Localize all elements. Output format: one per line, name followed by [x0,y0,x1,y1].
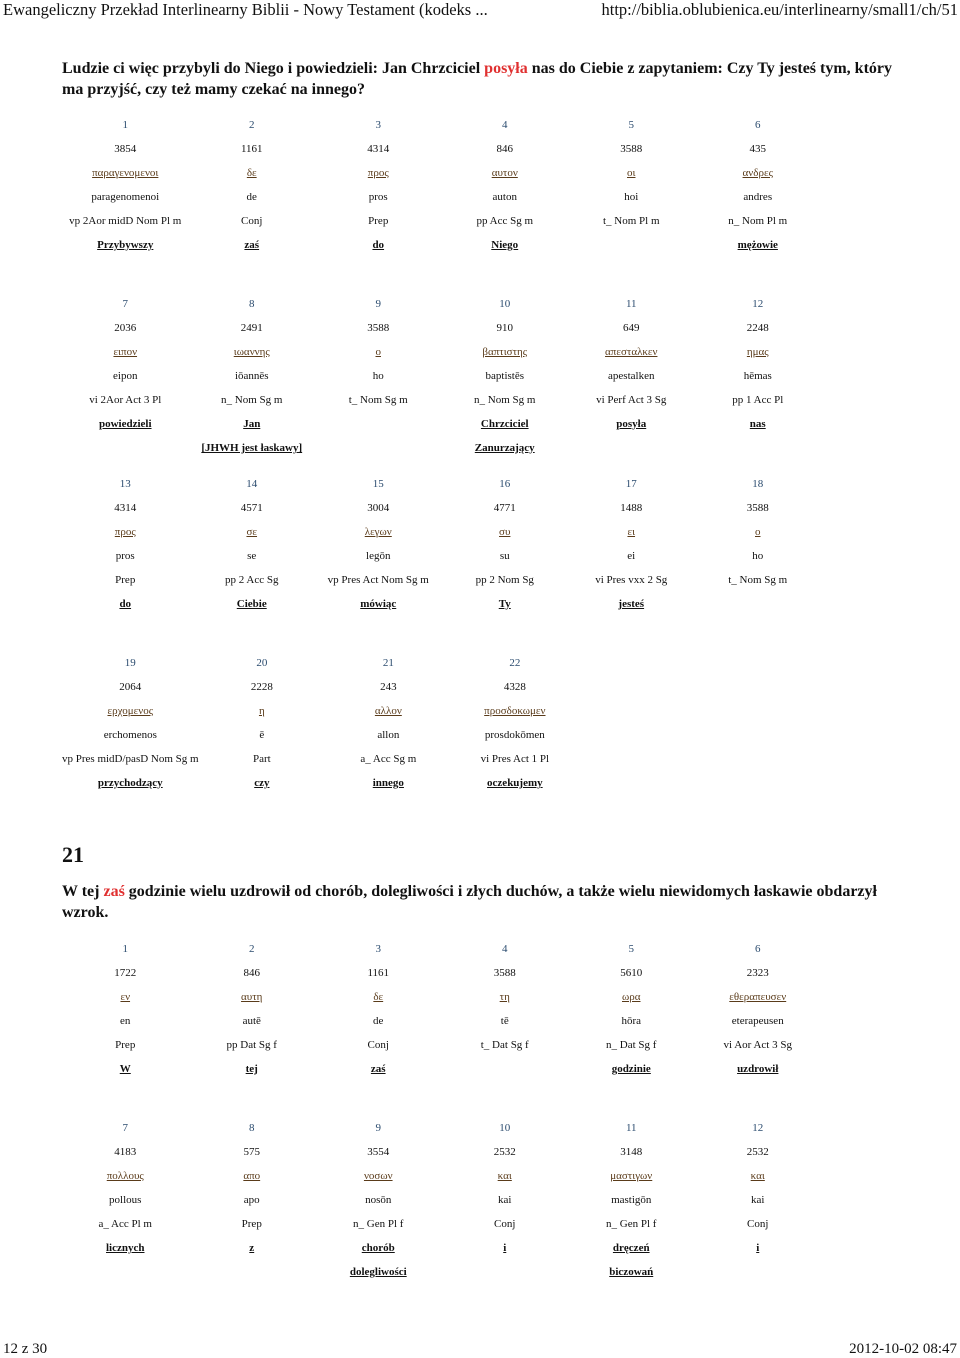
word-index: 5 [628,119,634,131]
transliteration: se [247,550,257,562]
word-index: 1 [122,119,128,131]
greek-word[interactable]: μαστιγων [610,1170,653,1182]
word-index: 21 [382,657,394,669]
polish-word[interactable]: Ciebie [236,598,267,610]
extra-gloss[interactable]: dolegliwości [349,1266,407,1278]
strong-number: 2323 [746,967,769,979]
polish-word[interactable]: i [756,1242,760,1254]
strong-number: 2532 [493,1146,516,1158]
polish-word[interactable]: chorób [361,1242,395,1254]
word-index: 12 [752,1122,764,1134]
transliteration: pros [115,550,135,562]
transliteration: ho [752,550,764,562]
extra-gloss[interactable] [315,436,442,460]
polish-word[interactable]: Chrzciciel [480,418,529,430]
polish-word[interactable] [442,1057,569,1081]
strong-number: 910 [496,322,513,334]
transliteration-row [62,185,821,209]
extra-gloss[interactable] [695,1260,822,1284]
greek-word[interactable] [705,699,832,723]
greek-word[interactable]: και [497,1170,512,1182]
morphology: n_ Gen Pl f [353,1218,404,1230]
polish-word[interactable]: dręczeń [612,1242,650,1254]
polish-word-row [62,1236,821,1260]
word-index: 8 [249,298,255,310]
greek-word[interactable]: ει [627,526,636,538]
strong-number: 2248 [746,322,769,334]
word-index: 4 [502,943,508,955]
greek-word[interactable]: ειπον [113,346,138,358]
morphology [705,747,832,771]
greek-word[interactable]: ανδρες [742,167,773,179]
strong-number [705,675,832,699]
strong-number: 4314 [114,502,137,514]
transliteration: legōn [366,550,391,562]
morphology: vi Pres Act 1 Pl [480,753,550,765]
transliteration: baptistēs [485,370,524,382]
greek-word[interactable]: αυτη [241,991,263,1003]
morphology: n_ Gen Pl f [606,1218,657,1230]
transliteration: prosdokōmen [484,729,545,741]
polish-word[interactable] [695,592,822,616]
transliteration [578,723,705,747]
morphology: n_ Nom Sg m [221,394,283,406]
word-index: 16 [499,478,511,490]
word-index-row [62,472,821,496]
morphology: vi Pres vxx 2 Sg [595,574,668,586]
transliteration: su [499,550,510,562]
morphology: a_ Acc Pl m [98,1218,152,1230]
strong-number: 1722 [114,967,137,979]
greek-word[interactable]: αυτον [491,167,518,179]
greek-word[interactable]: η [258,705,265,717]
polish-word[interactable] [568,233,695,257]
word-index: 6 [755,943,761,955]
word-index: 11 [625,298,637,310]
transliteration-row [62,364,821,388]
morphology: vi Aor Act 3 Sg [723,1039,792,1051]
greek-word-row [62,161,821,185]
morphology: pp Dat Sg f [226,1039,277,1051]
word-index: 7 [122,298,128,310]
polish-word[interactable]: Niego [491,239,519,251]
greek-word-row [62,1164,821,1188]
verse-number: 21 [62,842,84,867]
morphology: Prep [115,574,136,586]
word-index: 2 [249,943,255,955]
polish-word-row [62,233,821,257]
transliteration: hōra [621,1015,642,1027]
transliteration-row [62,1009,821,1033]
morphology-row [62,209,821,233]
polish-word[interactable] [315,412,442,436]
polish-word[interactable] [705,771,832,795]
extra-gloss[interactable]: Zanurzający [474,442,535,454]
strong-number [578,675,705,699]
greek-word[interactable]: ο [375,346,381,358]
print-header [0,0,960,20]
word-index: 2 [249,119,255,131]
verse-text-part: nas do Ciebie z zapytaniem: Czy Ty jesteś tym, który ma przyjść, czy też mamy czekać na innego? [62,60,892,98]
extra-gloss[interactable]: biczowań [609,1266,654,1278]
greek-word[interactable]: συ [499,526,511,538]
morphology: n_ Nom Pl m [728,215,788,227]
word-index-row [62,1116,821,1140]
greek-word[interactable]: νοσων [363,1170,393,1182]
word-index: 11 [625,1122,637,1134]
strong-number: 4328 [503,681,526,693]
verse-text-a [62,58,912,100]
print-datetime: 2012-10-02 08:47 [849,1341,957,1357]
strong-number: 3148 [620,1146,643,1158]
strong-number: 2036 [114,322,137,334]
extra-gloss[interactable] [568,436,695,460]
word-index: 8 [249,1122,255,1134]
greek-word[interactable] [578,699,705,723]
word-index: 14 [246,478,258,490]
polish-word[interactable]: posyła [616,418,647,430]
transliteration: ho [372,370,384,382]
polish-word-row [62,412,821,436]
interlinear-block [62,472,821,616]
polish-word[interactable]: jesteś [618,598,645,610]
extra-gloss[interactable] [442,1260,569,1284]
word-index: 1 [122,943,128,955]
transliteration: iōannēs [234,370,269,382]
morphology: Conj [241,215,263,227]
polish-word[interactable]: oczekujemy [487,777,543,789]
greek-word[interactable]: προς [114,526,136,538]
greek-word[interactable]: ο [755,526,761,538]
polish-word[interactable]: innego [372,777,404,789]
word-index-row [62,113,821,137]
polish-word[interactable]: uzdrowił [737,1063,779,1075]
strong-number: 2532 [746,1146,769,1158]
morphology: vp 2Aor midD Nom Pl m [69,215,182,227]
strong-number: 3588 [493,967,516,979]
interlinear-block [62,292,821,460]
strong-number-row [62,496,821,520]
morphology: Conj [494,1218,516,1230]
word-index: 20 [256,657,268,669]
word-index: 13 [119,478,131,490]
transliteration: pros [368,191,388,203]
extra-gloss[interactable] [62,1260,189,1284]
polish-word[interactable]: zaś [244,239,260,251]
verse-text-part: godzinie wielu uzdrowił od chorób, dolegliwości i złych duchów, a także wielu niewidomych łaskawie obdarzył wzrok. [62,883,877,921]
greek-word[interactable]: ωρα [622,991,641,1003]
verse-highlight: posyła [484,60,528,77]
verse-highlight: zaś [103,883,125,900]
strong-number: 649 [623,322,640,334]
transliteration: apo [243,1194,260,1206]
strong-number: 1488 [620,502,643,514]
strong-number: 3554 [367,1146,390,1158]
morphology: t_ Nom Pl m [602,215,660,227]
transliteration: auton [492,191,517,203]
morphology: t_ Dat Sg f [480,1039,529,1051]
greek-word[interactable]: λεγων [364,526,392,538]
polish-word[interactable]: tej [245,1063,258,1075]
strong-number: 3588 [367,322,390,334]
word-index: 19 [124,657,136,669]
word-index-row [62,292,821,316]
polish-word[interactable]: licznych [106,1242,145,1254]
word-index: 18 [752,478,764,490]
morphology: pp 2 Acc Sg [225,574,279,586]
transliteration: kai [751,1194,765,1206]
transliteration: hēmas [743,370,772,382]
polish-word[interactable] [578,771,705,795]
polish-word-row [62,771,831,795]
page-title: Ewangeliczny Przekład Interlinearny Biblii - Nowy Testament (kodeks ... [3,0,488,19]
strong-number: 1161 [367,967,390,979]
transliteration: eterapeusen [731,1015,784,1027]
word-index-row [62,937,821,961]
morphology: Prep [241,1218,262,1230]
transliteration: ei [627,550,636,562]
extra-gloss[interactable] [189,1260,316,1284]
greek-word[interactable]: ιωαννης [233,346,270,358]
strong-number-row [62,316,821,340]
strong-number: 846 [243,967,260,979]
transliteration: kai [498,1194,512,1206]
strong-number: 3588 [746,502,769,514]
greek-word-row [62,985,821,1009]
greek-word[interactable]: σε [246,526,258,538]
strong-number: 4314 [367,143,390,155]
morphology-row [62,1033,821,1057]
transliteration: erchomenos [103,729,157,741]
morphology: vi 2Aor Act 3 Pl [89,394,162,406]
morphology [578,747,705,771]
strong-number: 2491 [240,322,263,334]
polish-word[interactable]: i [503,1242,507,1254]
polish-word[interactable]: do [372,239,385,251]
extra-gloss[interactable] [695,436,822,460]
greek-word[interactable]: και [750,1170,765,1182]
transliteration: andres [743,191,773,203]
strong-number: 4183 [114,1146,137,1158]
transliteration: de [246,191,257,203]
strong-number: 3588 [620,143,643,155]
word-index: 10 [499,298,511,310]
morphology: Prep [368,215,389,227]
strong-number: 435 [749,143,766,155]
morphology: n_ Dat Sg f [606,1039,657,1051]
strong-number: 1161 [240,143,263,155]
morphology-row [62,388,821,412]
word-index: 3 [375,943,381,955]
morphology: a_ Acc Sg m [360,753,417,765]
verse-text-b [62,881,912,923]
greek-word-row [62,520,821,544]
transliteration: paragenomenoi [91,191,160,203]
word-index: 7 [122,1122,128,1134]
word-index: 17 [625,478,637,490]
transliteration: eipon [113,370,138,382]
greek-word[interactable]: παραγενομενοι [92,167,159,179]
strong-number: 243 [380,681,397,693]
transliteration: tē [500,1015,509,1027]
morphology: t_ Nom Sg m [348,394,408,406]
transliteration [705,723,832,747]
polish-word-row [62,592,821,616]
greek-word-row [62,699,831,723]
extra-gloss-row [62,1260,821,1284]
word-index: 22 [509,657,521,669]
polish-word[interactable]: zaś [370,1063,386,1075]
polish-word[interactable]: przychodzący [97,777,163,789]
greek-word[interactable]: δε [246,167,257,179]
page-url[interactable]: http://biblia.oblubienica.eu/interlinearny/small1/ch/51 [601,0,958,19]
polish-word[interactable]: czy [254,777,270,789]
transliteration: nosōn [365,1194,392,1206]
greek-word-row [62,340,821,364]
interlinear-block [62,113,821,257]
strong-number-row [62,1140,821,1164]
greek-word[interactable]: απο [243,1170,261,1182]
transliteration: de [373,1015,384,1027]
word-index: 9 [375,1122,381,1134]
strong-number: 2064 [119,681,142,693]
verse-text-part: Ludzie ci więc przybyli do Niego i powiedzieli: Jan Chrzciciel [62,60,485,77]
strong-number: 575 [243,1146,260,1158]
greek-word[interactable]: ημας [746,346,769,358]
word-index: 9 [375,298,381,310]
transliteration: hoi [624,191,639,203]
morphology: pp 2 Nom Sg [475,574,534,586]
morphology: pp Acc Sg m [476,215,534,227]
strong-number-row [62,675,831,699]
word-index: 6 [755,119,761,131]
transliteration-row [62,723,831,747]
word-index [705,651,832,675]
strong-number: 2228 [250,681,273,693]
greek-word[interactable]: ερχομενος [107,705,154,717]
verse-text-part: W tej [62,883,104,900]
word-index-row [62,651,831,675]
interlinear-block [62,1116,821,1284]
word-index: 4 [502,119,508,131]
strong-number: 4771 [493,502,516,514]
transliteration-row [62,1188,821,1212]
greek-word[interactable]: οι [627,167,636,179]
greek-word[interactable]: βαπτιστης [482,346,528,358]
polish-word[interactable]: Ty [498,598,511,610]
morphology: n_ Nom Sg m [474,394,536,406]
transliteration: en [120,1015,131,1027]
word-index: 12 [752,298,764,310]
strong-number: 3004 [367,502,390,514]
transliteration: apestalken [608,370,655,382]
polish-word[interactable]: do [119,598,132,610]
morphology: vi Perf Act 3 Sg [596,394,667,406]
greek-word[interactable]: αλλον [374,705,402,717]
greek-word[interactable]: δε [373,991,384,1003]
polish-word[interactable]: Jan [243,418,261,430]
morphology: t_ Nom Sg m [728,574,788,586]
extra-gloss-row [62,436,821,460]
greek-word[interactable]: πολλους [106,1170,144,1182]
polish-word[interactable]: nas [749,418,766,430]
morphology: vp Pres midD/pasD Nom Sg m [62,753,199,765]
morphology-row [62,568,821,592]
extra-gloss[interactable]: [JHWH jest łaskawy] [201,442,303,454]
strong-number: 4571 [240,502,263,514]
transliteration: ē [259,729,265,741]
strong-number: 3854 [114,143,137,155]
word-index: 10 [499,1122,511,1134]
morphology: pp 1 Acc Pl [732,394,784,406]
morphology-row [62,1212,821,1236]
interlinear-block [62,937,821,1081]
strong-number-row [62,961,821,985]
interlinear-block [62,651,831,795]
greek-word[interactable]: εν [120,991,131,1003]
transliteration: autē [242,1015,261,1027]
polish-word-row [62,1057,821,1081]
transliteration: allon [377,729,400,741]
greek-word[interactable]: προσδοκωμεν [484,705,546,717]
polish-word[interactable]: Przybywszy [97,239,154,251]
polish-word[interactable]: z [249,1242,255,1254]
strong-number: 5610 [620,967,643,979]
word-index [578,651,705,675]
word-index: 5 [628,943,634,955]
transliteration-row [62,544,821,568]
polish-word[interactable]: powiedzieli [98,418,152,430]
morphology: Conj [747,1218,769,1230]
polish-word[interactable]: mówiąc [360,598,397,610]
greek-word[interactable]: απεσταλκεν [605,346,658,358]
greek-word[interactable]: τη [499,991,510,1003]
strong-number-row [62,137,821,161]
morphology-row [62,747,831,771]
morphology: vp Pres Act Nom Sg m [327,574,429,586]
polish-word[interactable]: godzinie [611,1063,651,1075]
word-index: 15 [372,478,384,490]
extra-gloss[interactable] [62,436,189,460]
page-counter: 12 z 30 [3,1341,48,1357]
morphology: Conj [367,1039,389,1051]
word-index: 3 [375,119,381,131]
polish-word[interactable]: mężowie [737,239,778,251]
greek-word[interactable]: εθεραπευσεν [729,991,787,1003]
transliteration: mastigōn [611,1194,652,1206]
greek-word[interactable]: προς [367,167,389,179]
morphology: Prep [115,1039,136,1051]
strong-number: 846 [496,143,513,155]
transliteration: pollous [109,1194,142,1206]
polish-word[interactable]: W [119,1063,131,1075]
morphology: Part [252,753,271,765]
